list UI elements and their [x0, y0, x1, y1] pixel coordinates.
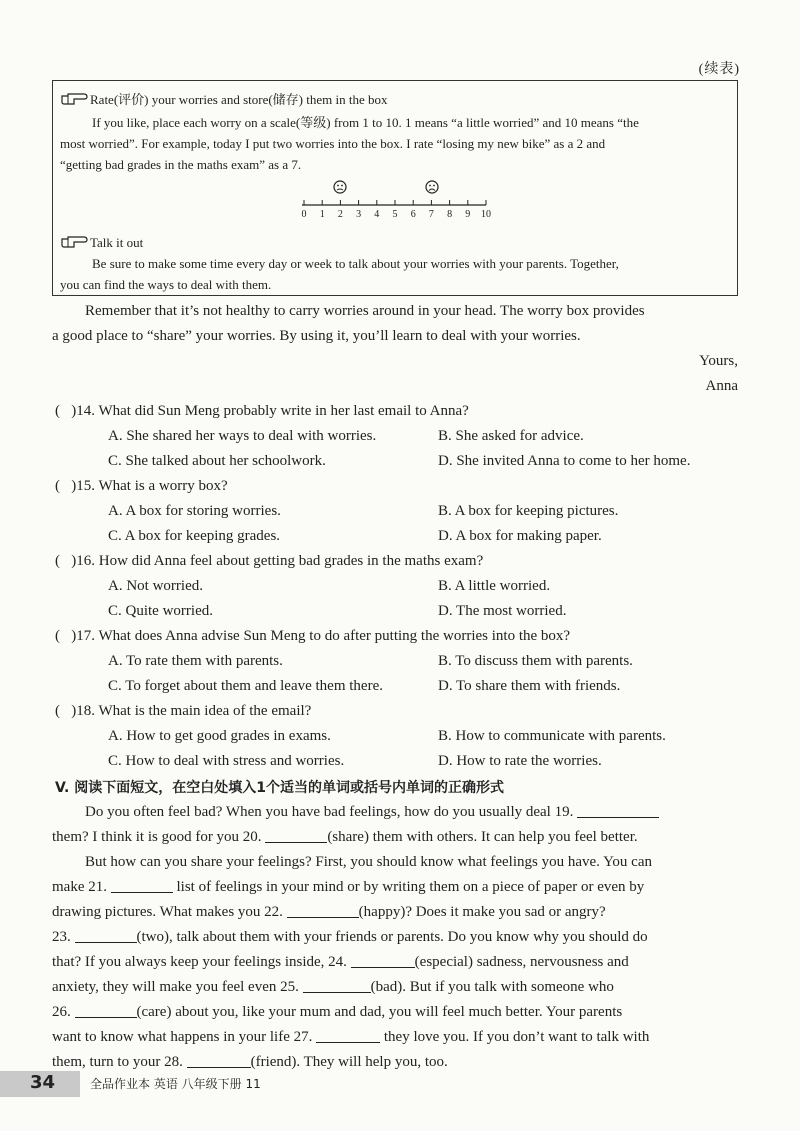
passage-line: that? If you always keep your feelings inside, 24. (especial) sadness, nervousness and: [52, 950, 629, 975]
continued-label: (续表): [698, 62, 740, 77]
scale-tick-label: 2: [337, 209, 343, 220]
option-b: B. How to communicate with parents.: [438, 728, 666, 744]
tip2-heading: [60, 232, 729, 253]
option-c: C. She talked about her schoolwork.: [108, 453, 326, 469]
page-number: 34: [30, 1072, 56, 1093]
tip2-line: you can find the ways to deal with them.: [60, 277, 272, 292]
option-c: C. To forget about them and leave them there.: [108, 678, 383, 694]
passage-line: them? I think it is good for you 20. (share) them with others. It can help you feel better.: [52, 825, 638, 850]
scale-tick-label: 5: [392, 209, 398, 220]
tips-box: [52, 80, 738, 296]
pointing-hand-icon: [60, 92, 88, 106]
blank-23[interactable]: [75, 926, 137, 943]
option-d: D. How to rate the worries.: [438, 753, 602, 769]
blank-27[interactable]: [316, 1026, 380, 1043]
scale-tick-label: 10: [481, 209, 491, 220]
page-number-tab: [0, 1071, 80, 1097]
question-stem: ( )17. What does Anna advise Sun Meng to do after putting the worries into the box?: [55, 628, 571, 644]
option-b: B. A little worried.: [438, 578, 551, 594]
passage-line: 26. (care) about you, like your mum and dad, you will feel much better. Your parents: [52, 1000, 622, 1025]
tip1-line: most worried”. For example, today I put two worries into the box. I rate “losing my new bike” as a 2 and: [60, 136, 606, 151]
worry-face-icon: [334, 181, 346, 193]
blank-25[interactable]: [303, 976, 371, 993]
question-stem: ( )18. What is the main idea of the email?: [55, 703, 312, 719]
passage-line: them, turn to your 28. (friend). They will help you, too.: [52, 1050, 448, 1075]
signature: Anna: [705, 378, 738, 394]
passage-line: But how can you share your feelings? First, you should know what feelings you have. You can: [85, 854, 652, 870]
scale-tick-label: 6: [410, 209, 416, 220]
option-b: B. To discuss them with parents.: [438, 653, 633, 669]
scale-tick-label: 8: [447, 209, 453, 220]
blank-24[interactable]: [351, 951, 415, 968]
tip2-line: Be sure to make some time every day or week to talk about your worries with your parents. Together,: [92, 256, 619, 271]
pointing-hand-icon: [60, 235, 88, 249]
section-title: V. 阅读下面短文，在空白处填入1个适当的单词或括号内单词的正确形式: [55, 780, 504, 796]
closing-line: Remember that it’s not healthy to carry worries around in your head. The worry box provides: [85, 303, 645, 319]
option-c: C. Quite worried.: [108, 603, 213, 619]
scale-tick-label: 9: [465, 209, 471, 220]
signoff: Yours,: [699, 353, 738, 369]
worry-scale: [298, 177, 498, 221]
scale-tick-label: 1: [319, 209, 325, 220]
option-b: B. She asked for advice.: [438, 428, 584, 444]
blank-21[interactable]: [111, 876, 173, 893]
option-d: D. She invited Anna to come to her home.: [438, 453, 691, 469]
option-d: D. To share them with friends.: [438, 678, 621, 694]
scale-tick-label: 4: [374, 209, 380, 220]
option-c: C. How to deal with stress and worries.: [108, 753, 345, 769]
option-d: D. A box for making paper.: [438, 528, 602, 544]
passage-line: want to know what happens in your life 27. they love you. If you don’t want to talk with: [52, 1025, 649, 1050]
closing-line: a good place to “share” your worries. By using it, you’ll learn to deal with your worries.: [52, 328, 581, 344]
tip1-line: If you like, place each worry on a scale(等级) from 1 to 10. 1 means “a little worried” and 10 means “the: [92, 115, 639, 130]
passage-line: anxiety, they will make you feel even 25. (bad). But if you talk with someone who: [52, 975, 614, 1000]
option-c: C. A box for keeping grades.: [108, 528, 281, 544]
passage-line: 23. (two), talk about them with your friends or parents. Do you know why you should do: [52, 925, 648, 950]
option-d: D. The most worried.: [438, 603, 567, 619]
blank-20[interactable]: [265, 826, 327, 843]
option-a: A. How to get good grades in exams.: [108, 728, 331, 744]
option-a: A. To rate them with parents.: [108, 653, 283, 669]
question-stem: ( )15. What is a worry box?: [55, 478, 228, 494]
option-a: A. A box for storing worries.: [108, 503, 281, 519]
worry-face-icon: [426, 181, 438, 193]
tip2-title: Talk it out: [90, 235, 144, 250]
option-a: A. She shared her ways to deal with worries.: [108, 428, 377, 444]
passage-line: make 21. list of feelings in your mind or by writing them on a piece of paper or even by: [52, 875, 644, 900]
blank-19[interactable]: [577, 801, 659, 818]
option-b: B. A box for keeping pictures.: [438, 503, 619, 519]
question-stem: ( )14. What did Sun Meng probably write in her last email to Anna?: [55, 403, 469, 419]
blank-26[interactable]: [75, 1001, 137, 1018]
question-stem: ( )16. How did Anna feel about getting bad grades in the maths exam?: [55, 553, 484, 569]
passage-line: drawing pictures. What makes you 22. (happy)? Does it make you sad or angry?: [52, 900, 606, 925]
tip1-line: “getting bad grades in the maths exam” as a 7.: [60, 157, 302, 172]
option-a: A. Not worried.: [108, 578, 203, 594]
footer-text: 全品作业本 英语 八年级下册 11: [90, 1077, 261, 1091]
scale-tick-label: 7: [428, 209, 434, 220]
passage-line: Do you often feel bad? When you have bad feelings, how do you usually deal 19.: [85, 800, 659, 825]
scale-tick-label: 3: [356, 209, 362, 220]
tip1-heading: [60, 89, 729, 110]
blank-22[interactable]: [287, 901, 359, 918]
blank-28[interactable]: [187, 1051, 251, 1068]
tip1-title: Rate(评价) your worries and store(储存) them in the box: [90, 92, 388, 107]
scale-tick-label: 0: [301, 209, 307, 220]
